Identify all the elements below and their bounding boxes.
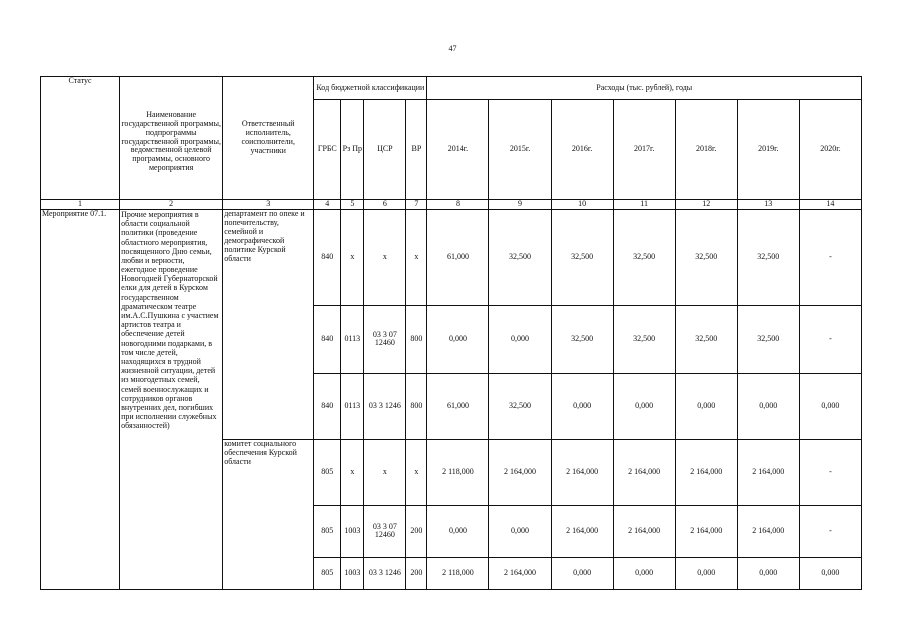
- cell-rzpr: 1003: [341, 505, 364, 557]
- cell-rzpr: х: [341, 439, 364, 505]
- cell-2020: -: [799, 505, 861, 557]
- cell-csr: х: [364, 209, 406, 305]
- header-year-2017: 2017г.: [613, 100, 675, 200]
- cell-csr: 03 3 1246: [364, 373, 406, 439]
- cell-grbs: 805: [314, 505, 341, 557]
- cell-2014: 0,000: [427, 505, 489, 557]
- cell-vr: 200: [406, 505, 427, 557]
- cell-csr: 03 3 07 12460: [364, 305, 406, 373]
- cell-2018: 2 164,000: [675, 439, 737, 505]
- column-number: 8: [427, 200, 489, 210]
- cell-2015: 0,000: [489, 505, 551, 557]
- column-number: 14: [799, 200, 861, 210]
- column-number: 12: [675, 200, 737, 210]
- cell-rzpr: 0113: [341, 305, 364, 373]
- measure-name: Прочие мероприятия в области социальной политики (проведение областного мероприятия, посвященного Дню семьи, любви и верности, ежегодное проведение Новогодней Губернаторской елки для детей в Курском государственном драматическом театре им.А.С.Пушкина с участием артистов театра и обеспечение детей новогодними подарками, в том числе детей, находящихся в трудной жизненной ситуации, детей из многодетных семей, семей военнослужащих и сотрудников органов внутренних дел, погибших при исполнении служебных обязанностей): [120, 209, 223, 589]
- header-year-2020: 2020г.: [799, 100, 861, 200]
- cell-2015: 32,500: [489, 209, 551, 305]
- cell-vr: 800: [406, 373, 427, 439]
- column-number: 10: [551, 200, 613, 210]
- cell-2016: 2 164,000: [551, 439, 613, 505]
- cell-vr: х: [406, 439, 427, 505]
- cell-rzpr: х: [341, 209, 364, 305]
- cell-2018: 32,500: [675, 209, 737, 305]
- cell-2015: 2 164,000: [489, 439, 551, 505]
- cell-2017: 32,500: [613, 305, 675, 373]
- column-number: 1: [41, 200, 120, 210]
- cell-2016: 0,000: [551, 373, 613, 439]
- header-vr: ВР: [406, 100, 427, 200]
- cell-2020: -: [799, 439, 861, 505]
- cell-2017: 0,000: [613, 373, 675, 439]
- cell-2014: 0,000: [427, 305, 489, 373]
- cell-2015: 2 164,000: [489, 557, 551, 589]
- cell-2016: 32,500: [551, 305, 613, 373]
- header-year-2014: 2014г.: [427, 100, 489, 200]
- table-row: [41, 209, 862, 305]
- column-number: 4: [314, 200, 341, 210]
- column-number: 3: [223, 200, 314, 210]
- header-year-2016: 2016г.: [551, 100, 613, 200]
- column-number: 6: [364, 200, 406, 210]
- header-budget-code: Код бюджетной классификации: [314, 77, 427, 100]
- responsible-committee: комитет социального обеспечения Курской области: [223, 439, 314, 589]
- cell-csr: 03 3 07 12460: [364, 505, 406, 557]
- cell-grbs: 805: [314, 439, 341, 505]
- page-number: 47: [448, 44, 457, 53]
- cell-2018: 0,000: [675, 557, 737, 589]
- cell-2017: 2 164,000: [613, 439, 675, 505]
- cell-2014: 61,000: [427, 373, 489, 439]
- cell-2019: 32,500: [737, 209, 799, 305]
- cell-2016: 0,000: [551, 557, 613, 589]
- cell-2019: 0,000: [737, 373, 799, 439]
- cell-2018: 0,000: [675, 373, 737, 439]
- header-grbs: ГРБС: [314, 100, 341, 200]
- column-number-row: [41, 200, 862, 210]
- responsible-department: департамент по опеке и попечительству, семейной и демографической политике Курской области: [223, 209, 314, 439]
- cell-2019: 0,000: [737, 557, 799, 589]
- cell-vr: 200: [406, 557, 427, 589]
- header-expenses: Расходы (тыс. рублей), годы: [427, 77, 862, 100]
- measure-status: Мероприятие 07.1.: [41, 209, 120, 589]
- cell-2014: 61,000: [427, 209, 489, 305]
- cell-grbs: 840: [314, 305, 341, 373]
- cell-2019: 2 164,000: [737, 439, 799, 505]
- cell-2020: 0,000: [799, 557, 861, 589]
- cell-2017: 32,500: [613, 209, 675, 305]
- column-number: 11: [613, 200, 675, 210]
- header-name: Наименование государственной программы, подпрограммы государственной программы, ведомственной целевой программы, основного мероприятия: [120, 77, 223, 200]
- header-status: Статус: [41, 77, 120, 200]
- cell-grbs: 805: [314, 557, 341, 589]
- header-rzpr: Рз Пр: [341, 100, 364, 200]
- cell-2017: 2 164,000: [613, 505, 675, 557]
- cell-csr: 03 3 1246: [364, 557, 406, 589]
- column-number: 7: [406, 200, 427, 210]
- cell-2020: -: [799, 209, 861, 305]
- cell-rzpr: 0113: [341, 373, 364, 439]
- header-year-2018: 2018г.: [675, 100, 737, 200]
- budget-table: [40, 76, 862, 590]
- cell-2018: 2 164,000: [675, 505, 737, 557]
- cell-2019: 32,500: [737, 305, 799, 373]
- cell-2016: 2 164,000: [551, 505, 613, 557]
- cell-2015: 32,500: [489, 373, 551, 439]
- cell-vr: 800: [406, 305, 427, 373]
- cell-2015: 0,000: [489, 305, 551, 373]
- header-row-1: [41, 77, 862, 100]
- cell-2014: 2 118,000: [427, 439, 489, 505]
- header-year-2015: 2015г.: [489, 100, 551, 200]
- header-year-2019: 2019г.: [737, 100, 799, 200]
- cell-2017: 0,000: [613, 557, 675, 589]
- cell-2014: 2 118,000: [427, 557, 489, 589]
- header-csr: ЦСР: [364, 100, 406, 200]
- cell-rzpr: 1003: [341, 557, 364, 589]
- cell-2016: 32,500: [551, 209, 613, 305]
- cell-2018: 32,500: [675, 305, 737, 373]
- column-number: 9: [489, 200, 551, 210]
- header-responsible: Ответственный исполнитель, соисполнители, участники: [223, 77, 314, 200]
- cell-grbs: 840: [314, 209, 341, 305]
- column-number: 2: [120, 200, 223, 210]
- column-number: 5: [341, 200, 364, 210]
- cell-2019: 2 164,000: [737, 505, 799, 557]
- cell-grbs: 840: [314, 373, 341, 439]
- cell-csr: х: [364, 439, 406, 505]
- cell-2020: -: [799, 305, 861, 373]
- column-number: 13: [737, 200, 799, 210]
- cell-2020: 0,000: [799, 373, 861, 439]
- cell-vr: х: [406, 209, 427, 305]
